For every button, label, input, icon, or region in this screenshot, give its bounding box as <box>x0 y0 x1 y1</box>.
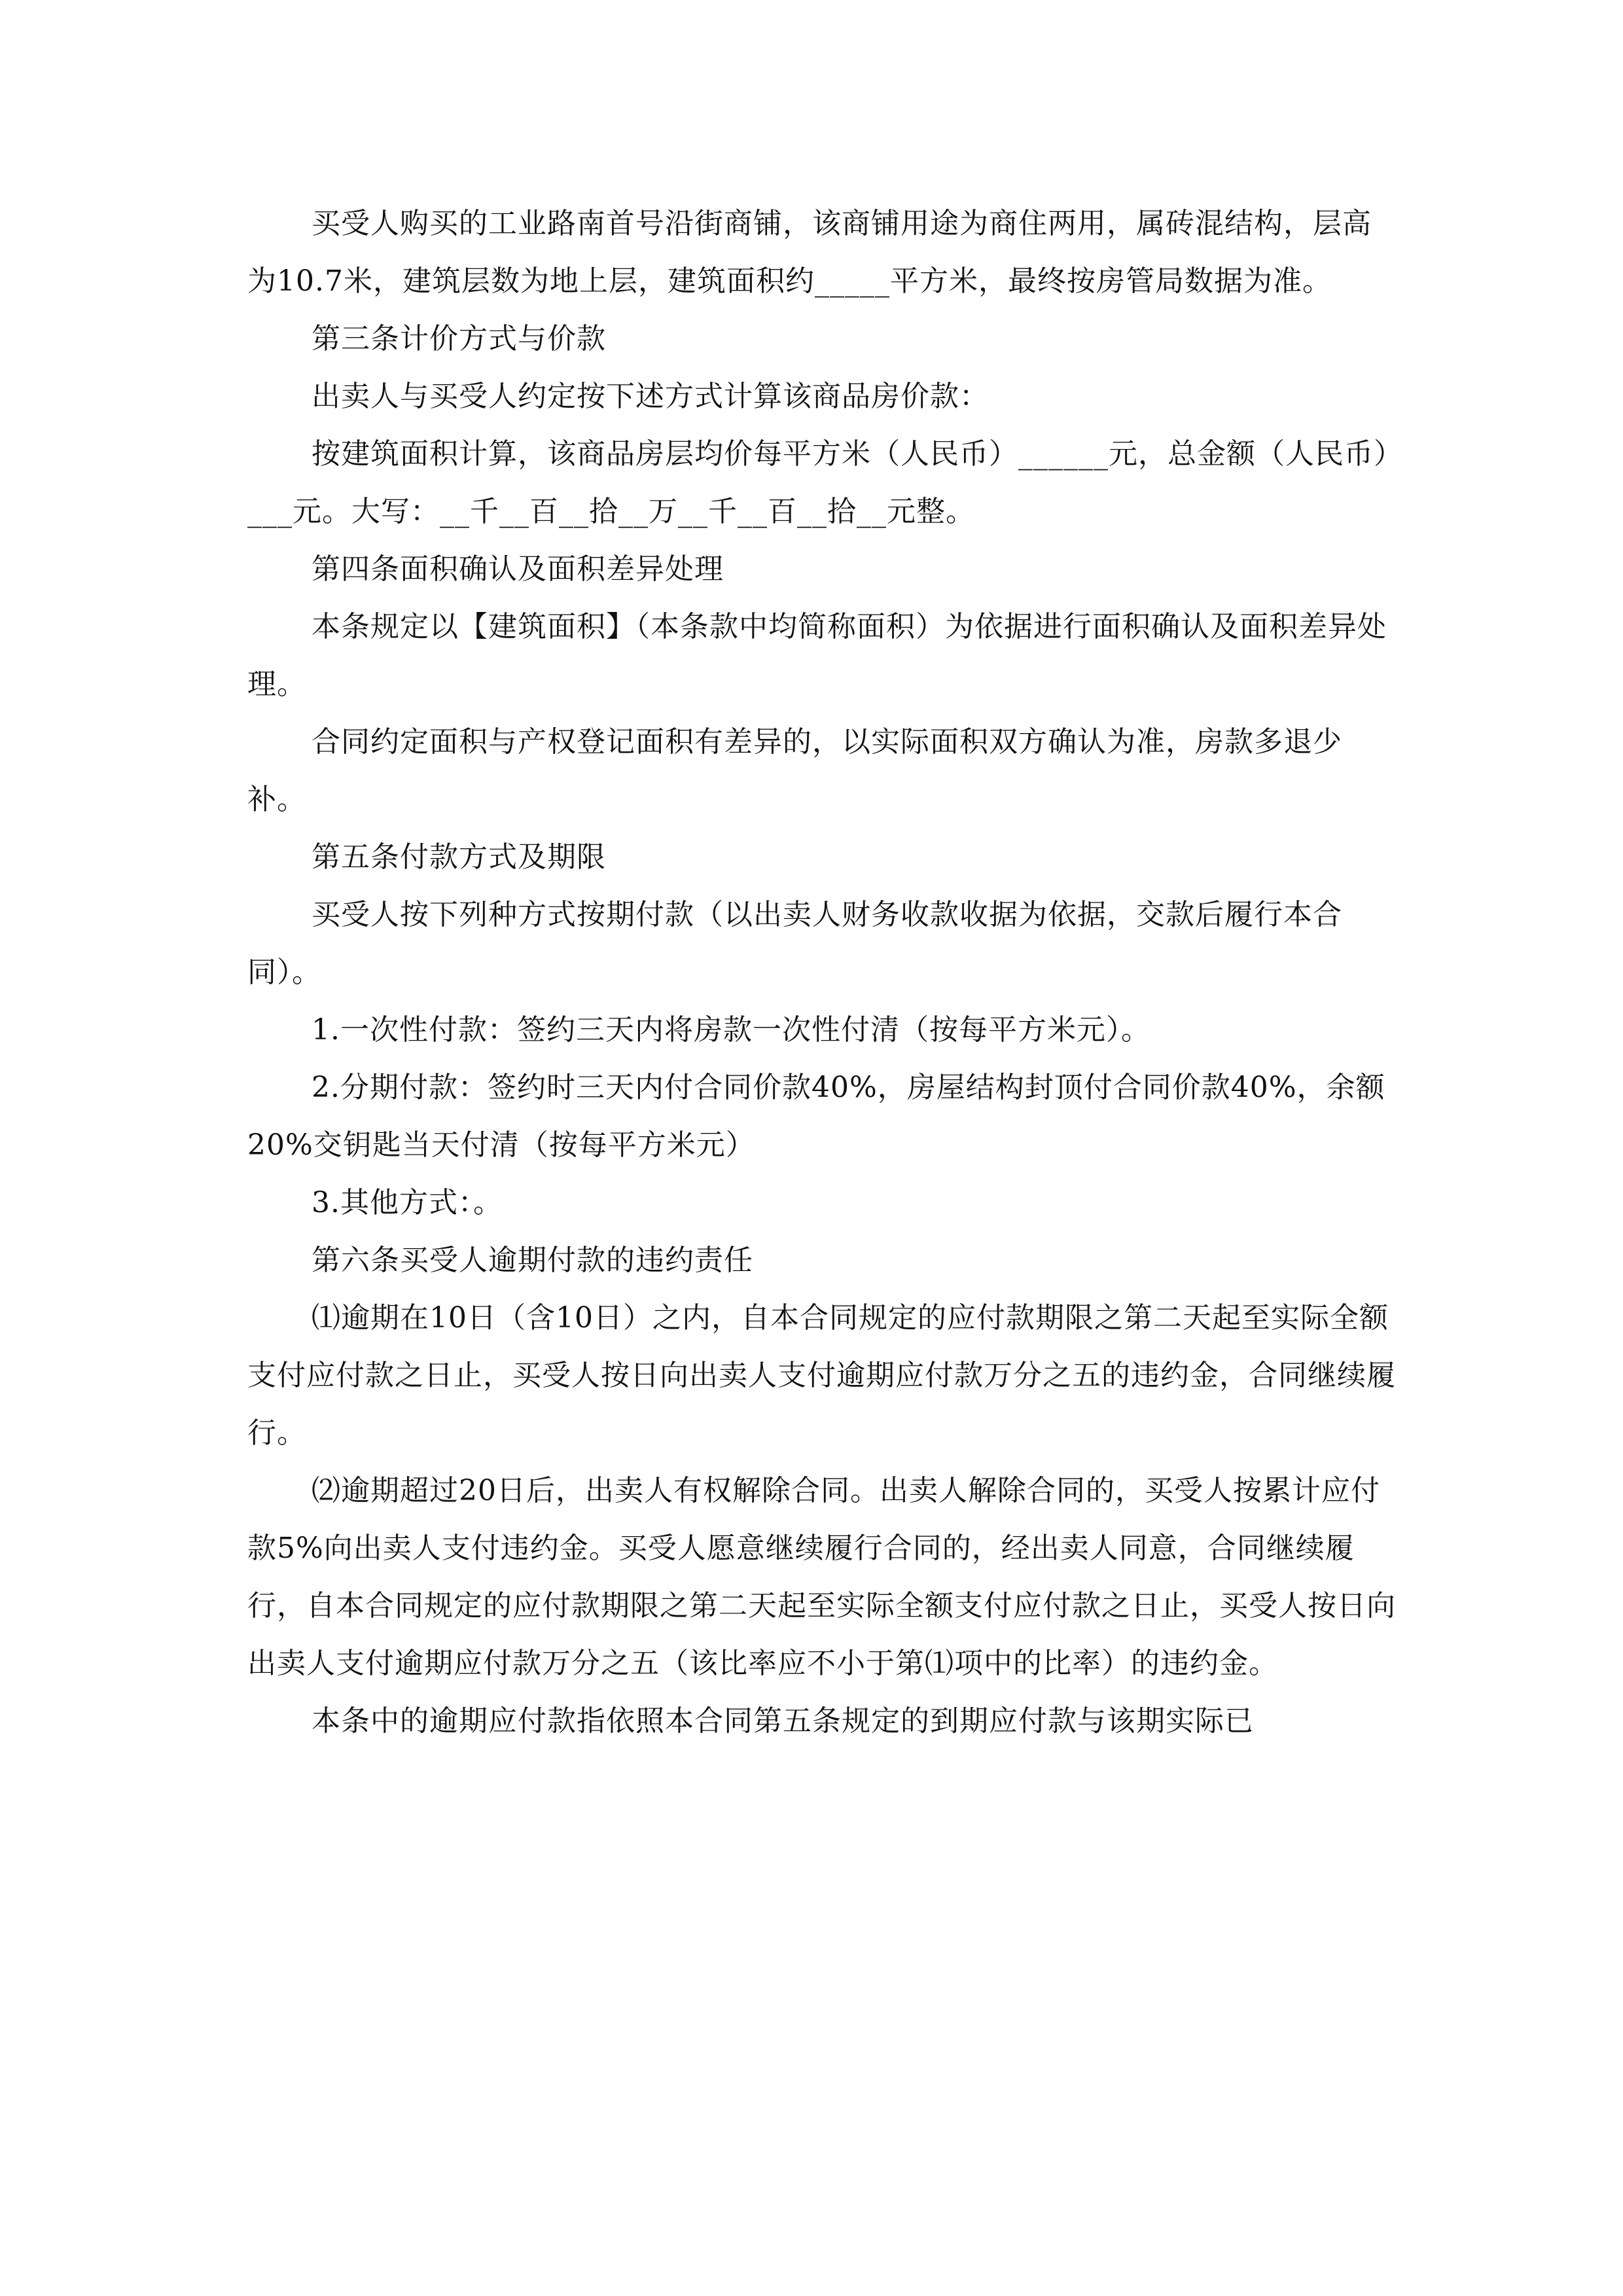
paragraph-payment-option-2: 2.分期付款：签约时三天内付合同价款40%，房屋结构封顶付合同价款40%，余额20%交钥匙当天付清（按每平方米元） <box>247 1071 1385 1162</box>
paragraph-property-description: 买受人购买的工业路南首号沿街商铺，该商铺用途为商住两用，属砖混结构，层高为10.7米，建筑层数为地上层，建筑面积约_____平方米，最终按房管局数据为准。 <box>247 207 1372 298</box>
paragraph-late-payment-1: ⑴逾期在10日（含10日）之内，自本合同规定的应付款期限之第二天起至实际全额支付应付款之日止，买受人按日向出卖人支付逾期应付款万分之五的违约金，合同继续履行。 <box>247 1301 1396 1450</box>
document-body <box>247 195 1399 1750</box>
heading-article-5: 第五条付款方式及期限 <box>312 840 606 874</box>
paragraph-price-agreement: 出卖人与买受人约定按下述方式计算该商品房价款： <box>312 380 989 413</box>
heading-article-3: 第三条计价方式与价款 <box>312 322 606 355</box>
paragraph-overdue-definition: 本条中的逾期应付款指依照本合同第五条规定的到期应付款与该期实际已 <box>312 1704 1254 1738</box>
paragraph-late-payment-2: ⑵逾期超过20日后，出卖人有权解除合同。出卖人解除合同的，买受人按累计应付款5%向出卖人支付违约金。买受人愿意继续履行合同的，经出卖人同意，合同继续履行，自本合同规定的应付款期限之第二天起至实际全额支付应付款之日止，买受人按日向出卖人支付逾期应付款万分之五（该比率应不小于第⑴项中的比率）的违约金。 <box>247 1474 1396 1680</box>
paragraph-payment-intro: 买受人按下列种方式按期付款（以出卖人财务收款收据为依据，交款后履行本合同）。 <box>247 898 1342 989</box>
heading-article-4: 第四条面积确认及面积差异处理 <box>312 552 724 586</box>
paragraph-payment-option-3: 3.其他方式：。 <box>312 1186 503 1219</box>
heading-article-6: 第六条买受人逾期付款的违约责任 <box>312 1244 753 1277</box>
paragraph-payment-option-1: 1.一次性付款：签约三天内将房款一次性付清（按每平方米元）。 <box>312 1013 1150 1047</box>
paragraph-area-basis: 本条规定以【建筑面积】（本条款中均简称面积）为依据进行面积确认及面积差异处理。 <box>247 610 1387 701</box>
paragraph-area-difference: 合同约定面积与产权登记面积有差异的，以实际面积双方确认为准，房款多退少补。 <box>247 725 1342 816</box>
paragraph-price-calculation: 按建筑面积计算，该商品房层均价每平方米（人民币）______元，总金额（人民币）___元。大写：__千__百__拾__万__千__百__拾__元整。 <box>247 437 1389 528</box>
